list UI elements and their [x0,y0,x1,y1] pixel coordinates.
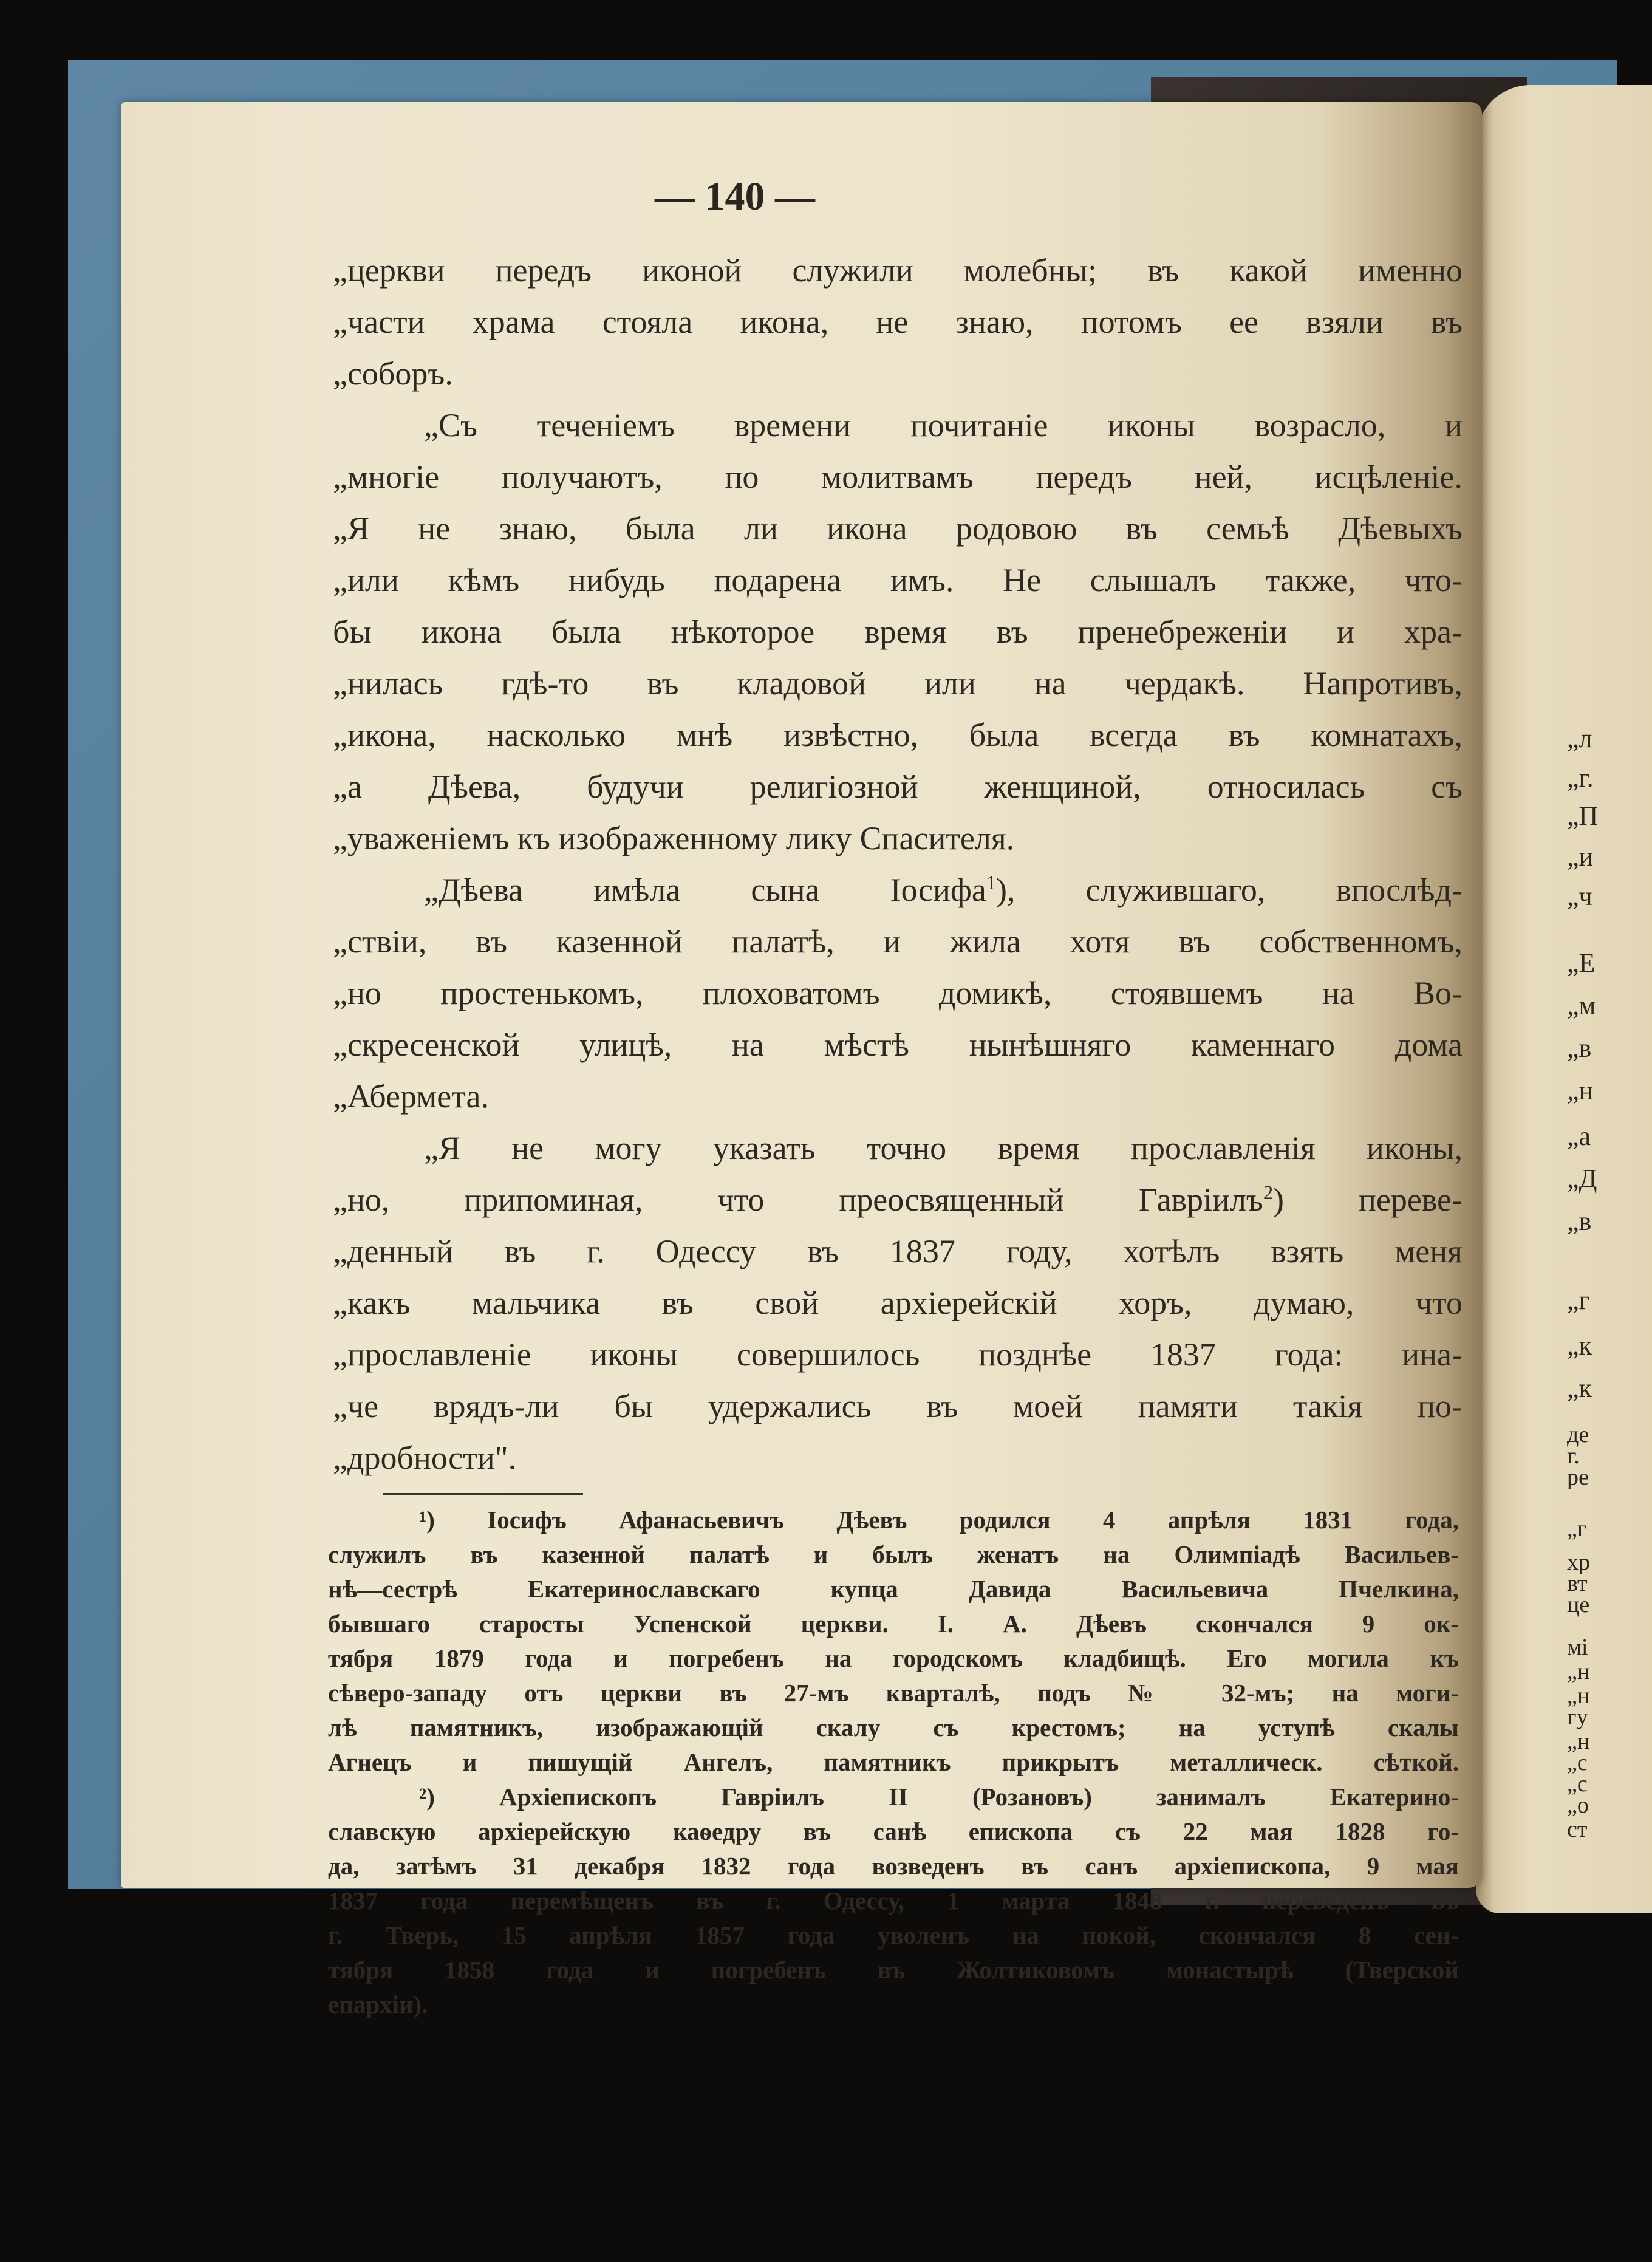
footnote-line: лѣ памятникъ, изображающій скалу съ крестомъ; на уступѣ скалы [328,1714,1459,1741]
text-line: „уваженіемъ къ изображенному лику Спасителя. [333,820,1015,856]
text-line: „Съ теченіемъ времени почитаніе иконы возрасло, и [424,407,1463,443]
facing-page-fragment: „о [1567,1792,1589,1818]
facing-page-fragment: „в [1567,1033,1592,1063]
text-line: „Дѣева имѣла сына Іосифа$^1$), служившаго, впослѣд- [424,872,1463,908]
text-line: „части храма стояла икона, не знаю, потомъ ее взяли въ [333,304,1463,340]
text-line: „церкви передъ иконой служили молебны; въ какой именно [333,252,1463,289]
text-line: „или кѣмъ нибудь подарена имъ. Не слышалъ также, что- [333,562,1463,598]
facing-page-fragment: „с [1567,1750,1588,1775]
text-line: „но, припоминая, что преосвященный Гавріилъ$^2$) переве- [333,1181,1463,1218]
text-line: „дробности". [333,1440,517,1476]
text-line: „икона, насколько мнѣ извѣстно, была всегда въ комнатахъ, [333,717,1463,753]
text-line: „соборъ. [333,355,453,392]
facing-page-fragment: ст [1567,1817,1588,1842]
footnote-line: тября 1858 года и погребенъ въ Жолтиковомъ монастырѣ (Тверской [328,1956,1459,1984]
facing-page-fragment: „г [1567,1516,1587,1542]
text-line: „прославленіе иконы совершилось позднѣе 1837 года: ина- [333,1336,1463,1373]
facing-page-fragment: вт [1567,1571,1588,1596]
facing-page-fragment: „н [1567,1683,1590,1709]
facing-page-fragment: це [1567,1592,1590,1618]
footnote-line: сѣверо-западу отъ церкви въ 27-мъ кварталѣ, подъ № 32-мъ; на моги- [328,1679,1459,1707]
facing-page-fragment: „Д [1567,1164,1597,1194]
facing-page-fragment: ре [1567,1464,1589,1490]
footnote-line: славскую архіерейскую каѳедру въ санѣ епископа съ 22 мая 1828 го- [328,1817,1459,1845]
footnote-line: нѣ—сестрѣ Екатеринославскаго купца Давида Васильевича Пчелкина, [328,1575,1459,1603]
footnote-line: 1837 года перемѣщенъ въ г. Одессу, 1 марта 1848 г. переведенъ въ [328,1887,1459,1915]
text-line: „денный въ г. Одессу въ 1837 году, хотѣлъ взять меня [333,1233,1463,1269]
footnote-line: служилъ въ казенной палатѣ и былъ женатъ на Олимпіадѣ Васильев- [328,1540,1459,1568]
footnote-line: Агнецъ и пишущій Ангелъ, памятникъ прикрытъ металлическ. сѣткой. [328,1748,1459,1776]
facing-page-fragment: „н [1567,1729,1590,1754]
facing-page-fragment: „ч [1567,881,1592,911]
text-line: „Я не знаю, была ли икона родовою въ семьѣ Дѣевыхъ [333,510,1463,547]
footnote-line: епархіи). [328,1990,428,2018]
footnote-rule [383,1493,583,1495]
facing-page-fragment: „П [1567,801,1599,831]
main-text-block [333,245,1463,1484]
facing-page-fragment: „в [1567,1206,1592,1236]
footnote-line: г. Тверь, 15 апрѣля 1857 года уволенъ на покой, скончался 8 сен- [328,1921,1459,1949]
facing-page-fragment: „к [1567,1331,1592,1361]
text-line: „какъ мальчика въ свой архіерейскій хоръ, думаю, что [333,1285,1463,1321]
text-line: „Абермета. [333,1078,490,1115]
text-line: „ствіи, въ казенной палатѣ, и жила хотя въ собственномъ, [333,923,1463,960]
footnote-line: да, затѣмъ 31 декабря 1832 года возведенъ въ санъ архіепископа, 9 мая [328,1852,1459,1880]
facing-page-fragment: г. [1567,1443,1580,1469]
footnote-line: ²) Архіепископъ Гавріилъ II (Розановъ) занималъ Екатерино- [419,1783,1459,1811]
facing-page-fragment: „а [1567,1121,1591,1151]
text-line: бы икона была нѣкоторое время въ пренебреженіи и хра- [333,613,1463,650]
footnote-line: тября 1879 года и погребенъ на городскомъ кладбищѣ. Его могила къ [328,1644,1459,1672]
facing-page-fragment: „и [1567,842,1594,872]
text-line: „че врядъ-ли бы удержались въ моей памяти такія по- [333,1388,1463,1424]
facing-page-fragment: „г [1567,1285,1590,1315]
text-line: „многіе получаютъ, по молитвамъ передъ ней, исцѣленіе. [333,459,1463,495]
facing-page-fragment: „к [1567,1373,1592,1403]
text-line: „а Дѣева, будучи религіозной женщиной, относилась съ [333,768,1463,805]
facing-page-fragment: „Е [1567,948,1596,978]
facing-page-fragment: мі [1567,1635,1588,1660]
facing-page-edge [1476,85,1652,1913]
book-page [121,102,1482,2018]
text-line: „но простенькомъ, плоховатомъ домикѣ, стоявшемъ на Во- [333,975,1463,1011]
text-line: „нилась гдѣ-то въ кладовой или на чердакѣ. Напротивъ, [333,665,1463,702]
facing-page-fragment: гу [1567,1704,1588,1730]
footnotes-block [328,1503,1459,2022]
facing-page-fragment: „м [1567,991,1596,1020]
facing-page-fragment: „л [1567,723,1592,753]
facing-page-fragment: „г. [1567,763,1594,793]
page-number: — 140 — [655,174,815,219]
footnote-line: бывшаго старосты Успенской церкви. І. А. Дѣевъ скончался 9 ок- [328,1610,1459,1638]
facing-page-fragment: „н [1567,1659,1590,1684]
facing-page-fragment: хр [1567,1550,1590,1575]
text-line: „скресенской улицѣ, на мѣстѣ нынѣшняго каменнаго дома [333,1027,1463,1063]
footnote-line: ¹) Іосифъ Афанасьевичъ Дѣевъ родился 4 апрѣля 1831 года, [419,1506,1459,1534]
text-line: „Я не могу указать точно время прославленія иконы, [424,1130,1463,1166]
facing-page-fragment: де [1567,1422,1589,1447]
facing-page-fragment: „с [1567,1771,1588,1797]
facing-page-fragment: „н [1567,1076,1594,1105]
